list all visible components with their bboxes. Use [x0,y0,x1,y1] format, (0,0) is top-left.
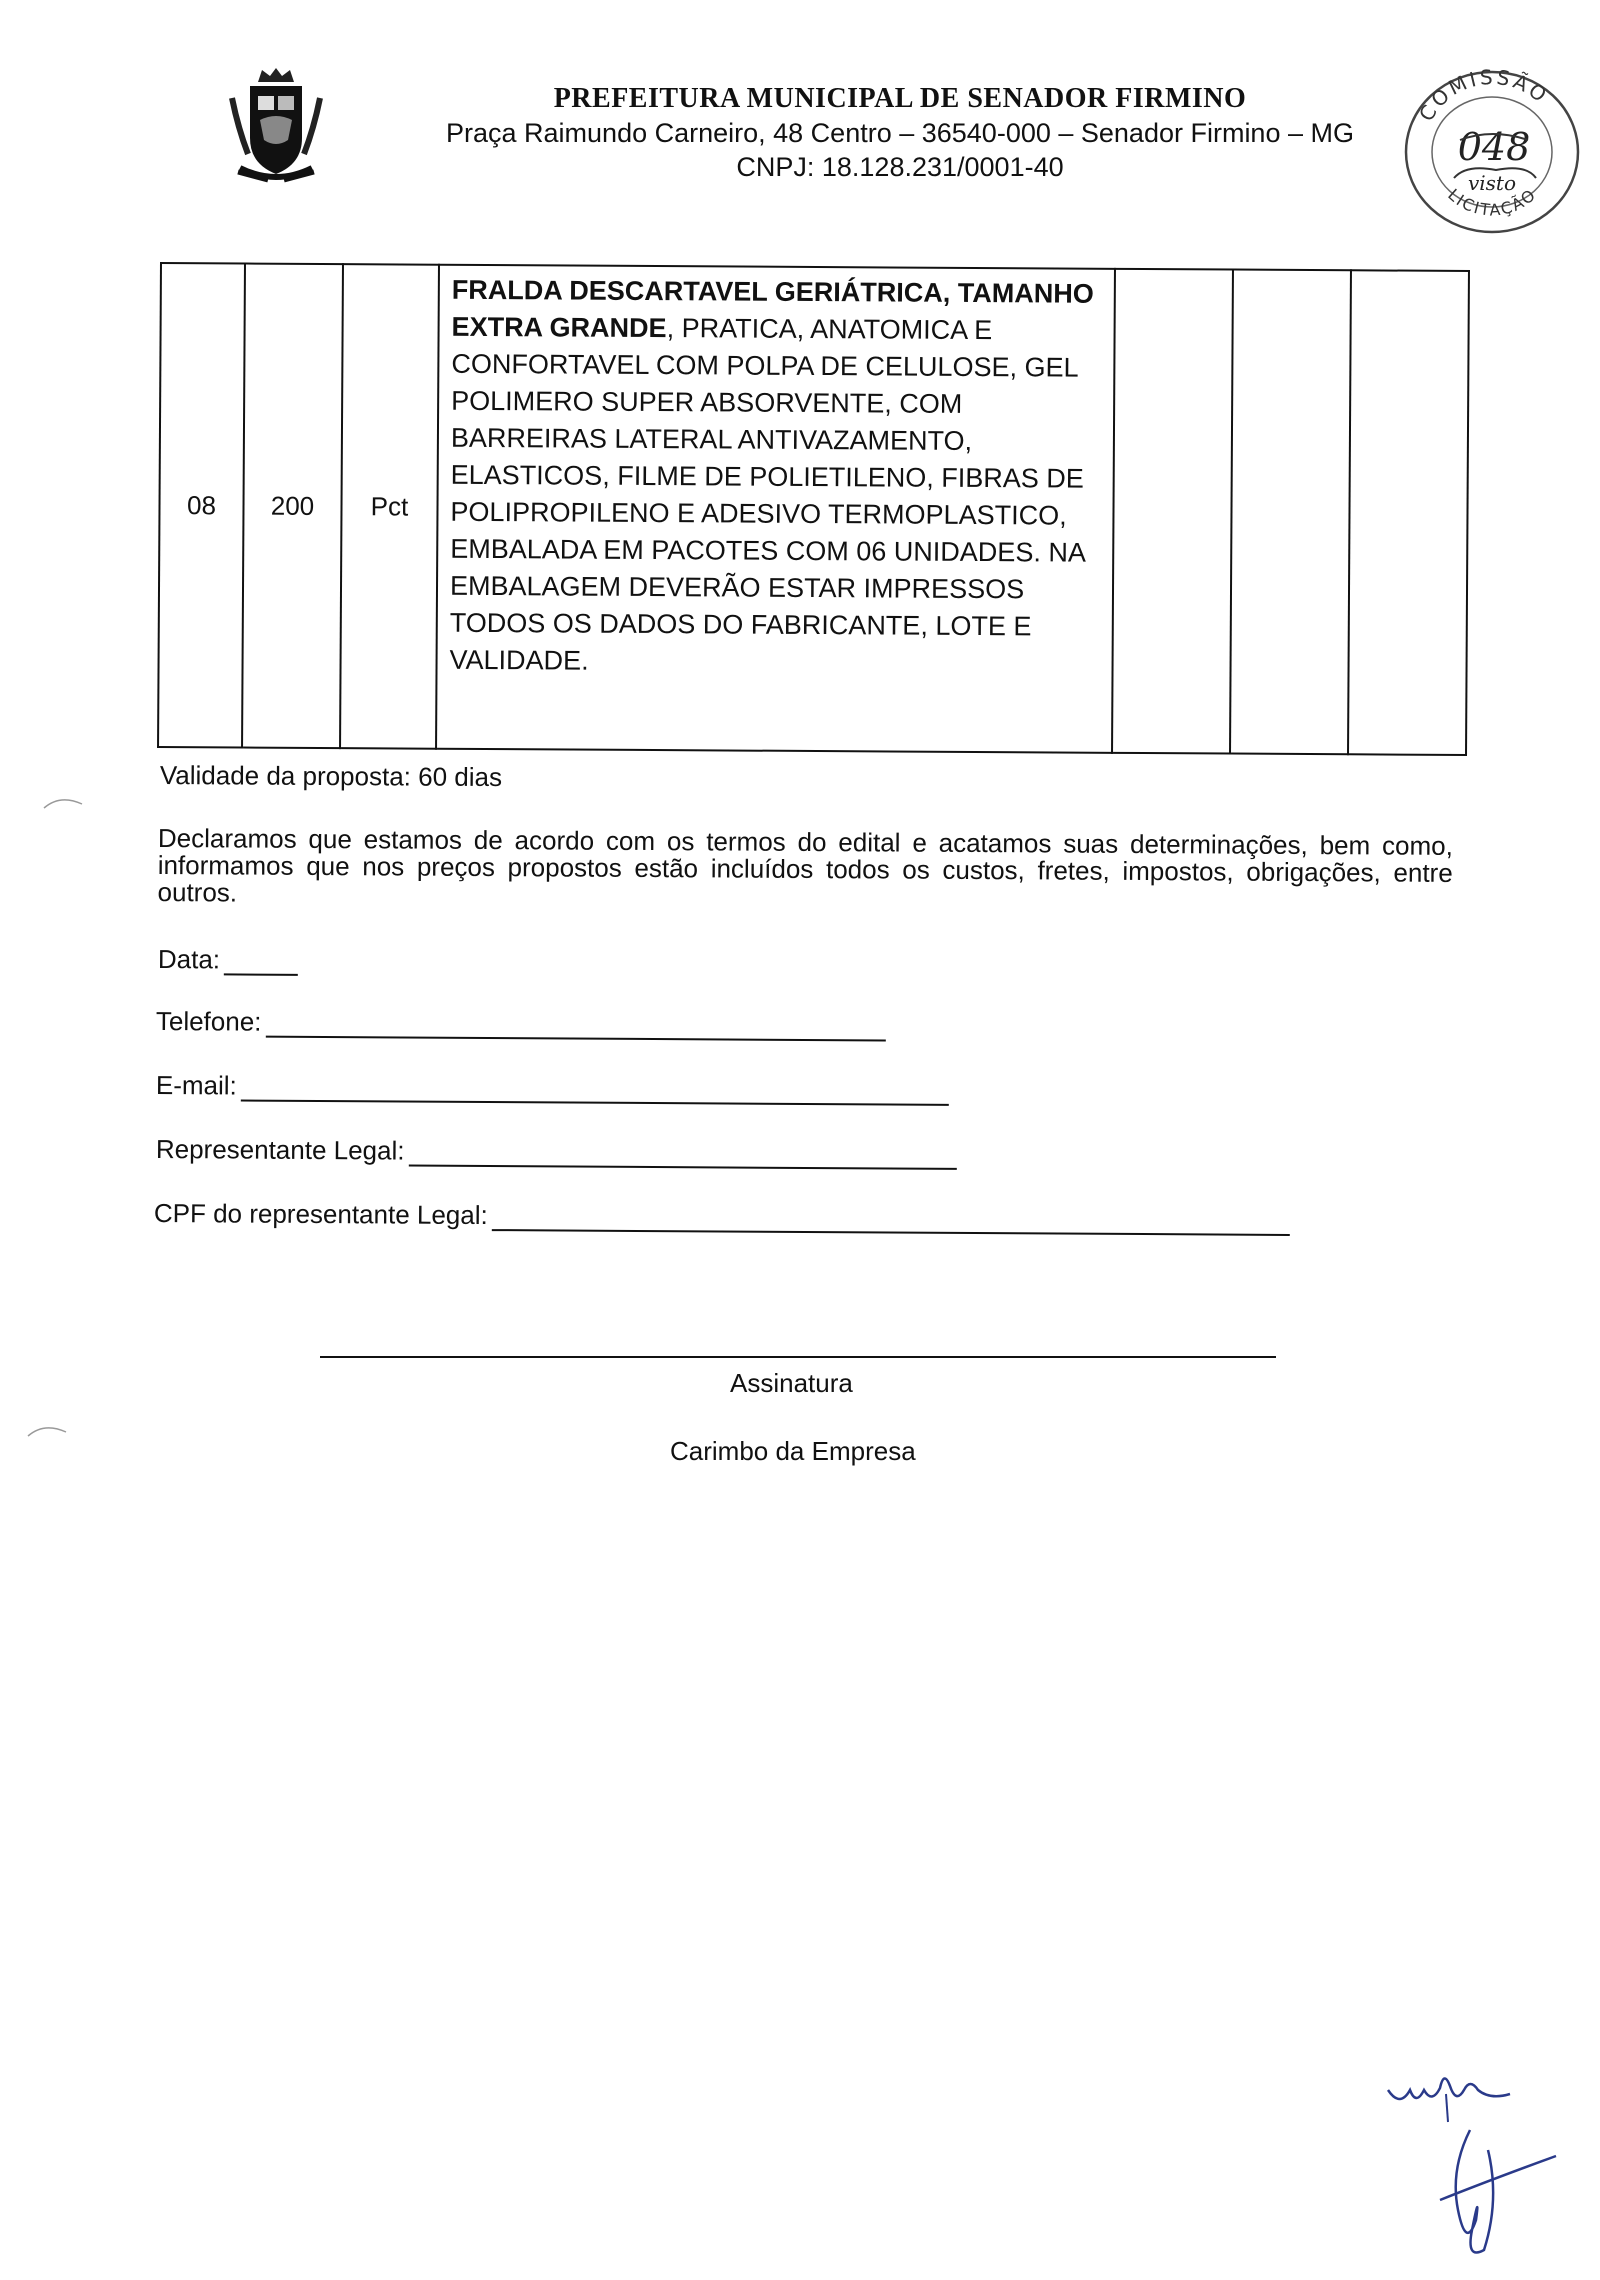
empty-cell [1230,270,1351,755]
representative-cpf-field [154,1198,1290,1236]
item-description-rest: , PRATICA, ANATOMICA E CONFORTAVEL COM POLPA DE CELULOSE, GEL POLIMERO SUPER ABSORVENTE, COM BARREIRAS LATERAL ANTIVAZAMENTO, ELASTICOS, FILME DE POLIETILENO, FIBRAS DE POLIPROPILENO E ADESIVO TERMOPLASTICO, EMBALADA EM PACOTES COM 06 UNIDADES. NA EMBALAGEM DEVERÃO ESTAR IMPRESSOS TODOS OS DADOS DO FABRICANTE, LOTE E VALIDADE. [449,313,1085,676]
commission-stamp [1396,60,1588,240]
org-name: PREFEITURA MUNICIPAL DE SENADOR FIRMINO [553,83,1247,114]
item-description-bold: FRALDA DESCARTAVEL GERIÁTRICA, TAMANHO EXTRA GRANDE [451,274,1094,344]
legal-representative-label: Representante Legal: [155,1134,405,1166]
empty-cell [1112,269,1233,754]
items-table [157,262,1468,756]
table-row [158,263,1469,755]
stamp-top-text: COMISSÃO [1413,64,1554,126]
email-line[interactable] [241,1076,949,1106]
legal-representative-line[interactable] [408,1141,956,1170]
handwritten-initials [1380,2060,1560,2270]
proposal-validity: Validade da proposta: 60 dias [159,760,503,793]
scan-mark [40,792,86,812]
signature-line[interactable] [320,1356,1276,1358]
phone-line[interactable] [265,1012,885,1042]
email-field [156,1070,949,1106]
letterhead [400,82,1400,184]
item-quantity: 200 [242,264,343,749]
representative-cpf-label: CPF do representante Legal: [153,1198,488,1231]
org-cnpj: CNPJ: 18.128.231/0001-40 [736,152,1064,182]
stamp-mark: visto [1467,171,1517,195]
stamp-number: 048 [1457,125,1531,169]
date-label: Data: [157,944,221,975]
svg-text:COMISSÃO [1414,65,1554,126]
signature-label: Assinatura [730,1368,853,1398]
item-number: 08 [158,263,245,748]
declaration-text: Declaramos que estamos de acordo com os termos do edital e acatamos suas determinações, bem como, informamos que nos preços propostos estão incluídos todos os custos, fretes, impostos, obrigações, entre outros. [157,823,1453,908]
municipal-coat-of-arms [228,68,324,186]
legal-representative-field [156,1134,957,1170]
date-line[interactable] [224,949,298,975]
stamp-bottom-text: LICITAÇÃO [1444,184,1541,220]
phone-field [156,1006,886,1041]
representative-cpf-line[interactable] [492,1205,1290,1236]
date-field [158,944,298,976]
phone-label: Telefone: [155,1006,262,1037]
scan-mark [24,1420,70,1440]
item-unit: Pct [340,264,439,749]
company-stamp-label: Carimbo da Empresa [670,1436,916,1466]
org-address: Praça Raimundo Carneiro, 48 Centro – 36540-000 – Senador Firmino – MG [446,118,1354,148]
item-description [436,265,1115,753]
empty-cell [1348,270,1469,755]
email-label: E-mail: [155,1070,237,1101]
